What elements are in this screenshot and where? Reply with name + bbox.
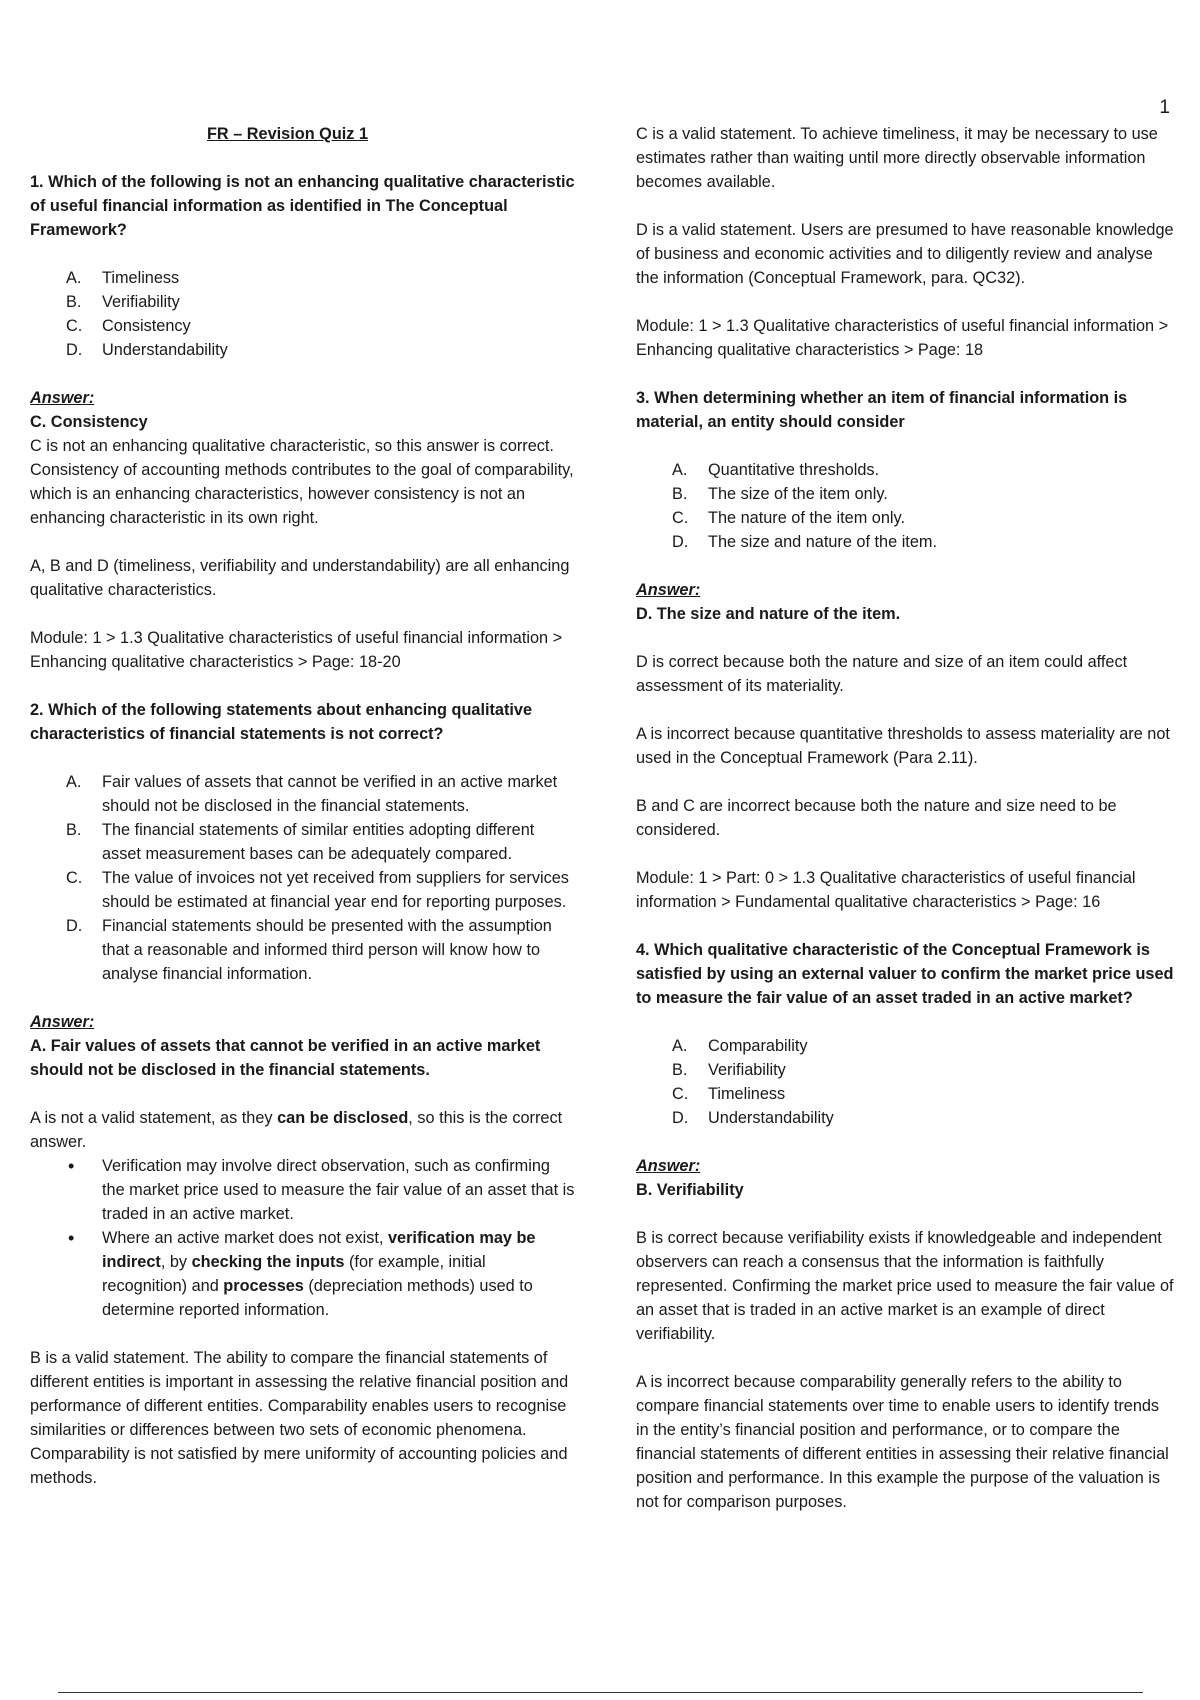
explanation: A is incorrect because comparability generally refers to the ability to compare financial statements over time to enable users to identify trends in the entity’s financial position and performance, or to compare the financial statements of different entities in assessing their relative financial position and performance. In this example the purpose of the valuation is not for comparison purposes. xyxy=(636,1373,1169,1511)
page-number: 1 xyxy=(1159,97,1170,118)
explanation: A is not a valid statement, as they can be disclosed, so this is the correct answer. xyxy=(30,1109,563,1151)
question-4-options xyxy=(636,1034,1176,1130)
question-2: 2. Which of the following statements about enhancing qualitative characteristics of financial statements is not correct? xyxy=(30,701,533,743)
explanation: A is incorrect because quantitative thresholds to assess materiality are not used in the Conceptual Framework (Para 2.11). xyxy=(636,725,1170,767)
question-3: 3. When determining whether an item of financial information is material, an entity should consider xyxy=(636,389,1128,431)
option-item: B. Verifiability xyxy=(66,293,180,311)
bullet-item: • Where an active market does not exist, verification may be indirect, by checking the inputs (for example, initial recognition) and processes (depreciation methods) used to determine reported information. xyxy=(66,1226,575,1322)
explanation: B and C are incorrect because both the nature and size need to be considered. xyxy=(636,797,1117,839)
option-item: B. The financial statements of similar entities adopting different asset measurement bases can be adequately compared. xyxy=(66,821,535,863)
module-reference: Module: 1 > Part: 0 > 1.3 Qualitative characteristics of useful financial information > Fundamental qualitative characteristics > Page: 16 xyxy=(636,869,1136,911)
explanation-bullets xyxy=(30,1154,575,1322)
question-1: 1. Which of the following is not an enhancing qualitative characteristic of useful financial information as identified in The Conceptual Framework? xyxy=(30,173,575,239)
answer-label: Answer: xyxy=(636,1157,701,1175)
answer-text: B. Verifiability xyxy=(636,1181,744,1199)
option-item: B. The size of the item only. xyxy=(672,485,888,503)
option-item: D. Understandability xyxy=(672,1109,834,1127)
option-item: C. Consistency xyxy=(66,317,191,335)
answer-label: Answer: xyxy=(636,581,701,599)
explanation: B is correct because verifiability exists if knowledgeable and independent observers can reach a consensus that the information is faithfully represented. Confirming the market price used to measure the fair value of an asset that is traded in an active market is an example of direct verifiability. xyxy=(636,1229,1174,1343)
option-item: A. Comparability xyxy=(672,1037,808,1055)
right-column xyxy=(636,122,1176,1538)
answer-label: Answer: xyxy=(30,1013,95,1031)
bullet-item: • Verification may involve direct observation, such as confirming the market price used to measure the fair value of an asset that is traded in an active market. xyxy=(66,1154,575,1226)
option-item: D. Financial statements should be presented with the assumption that a reasonable and informed third person will know how to analyse financial information. xyxy=(66,917,552,983)
option-item: A. Timeliness xyxy=(66,269,180,287)
option-item: A. Fair values of assets that cannot be verified in an active market should not be disclosed in the financial statements. xyxy=(66,773,558,815)
option-item: C. Timeliness xyxy=(672,1085,786,1103)
footer-divider xyxy=(58,1692,1143,1693)
option-item: D. Understandability xyxy=(66,341,228,359)
explanation: D is a valid statement. Users are presumed to have reasonable knowledge of business and economic activities and to diligently review and analyse the information (Conceptual Framework, para. QC32). xyxy=(636,221,1174,287)
question-2-options xyxy=(30,770,575,986)
question-1-options xyxy=(30,266,575,362)
explanation: B is a valid statement. The ability to compare the financial statements of different entities is important in assessing the relative financial position and performance of different entities. Comparability enables users to recognise similarities or differences between two sets of economic phenomena. Comparability is not satisfied by mere uniformity of accounting policies and methods. xyxy=(30,1349,569,1487)
answer-text: C. Consistency xyxy=(30,413,148,431)
option-item: C. The nature of the item only. xyxy=(672,509,905,527)
explanation: C is a valid statement. To achieve timeliness, it may be necessary to use estimates rather than waiting until more directly observable information becomes available. xyxy=(636,125,1158,191)
explanation: C is not an enhancing qualitative characteristic, so this answer is correct. Consistency of accounting methods contributes to the goal of comparability, which is an enhancing characteristics, however consistency is not an enhancing characteristic in its own right. xyxy=(30,437,574,527)
option-item: C. The value of invoices not yet received from suppliers for services should be estimated at financial year end for reporting purposes. xyxy=(66,869,569,911)
answer-label: Answer: xyxy=(30,389,95,407)
question-4: 4. Which qualitative characteristic of the Conceptual Framework is satisfied by using an external valuer to confirm the market price used to measure the fair value of an asset traded in an active market? xyxy=(636,941,1174,1007)
option-item: B. Verifiability xyxy=(672,1061,786,1079)
module-reference: Module: 1 > 1.3 Qualitative characteristics of useful financial information > Enhancing qualitative characteristics > Page: 18-20 xyxy=(30,629,563,671)
answer-text: D. The size and nature of the item. xyxy=(636,605,901,623)
explanation: A, B and D (timeliness, verifiability and understandability) are all enhancing qualitative characteristics. xyxy=(30,557,570,599)
page-title: FR – Revision Quiz 1 xyxy=(206,125,369,143)
answer-text: A. Fair values of assets that cannot be verified in an active market should not be disclosed in the financial statements. xyxy=(30,1037,541,1079)
option-item: D. The size and nature of the item. xyxy=(672,533,937,551)
left-column xyxy=(30,122,575,1514)
option-item: A. Quantitative thresholds. xyxy=(672,461,880,479)
question-3-options xyxy=(636,458,1176,554)
explanation: D is correct because both the nature and size of an item could affect assessment of its materiality. xyxy=(636,653,1128,695)
module-reference: Module: 1 > 1.3 Qualitative characteristics of useful financial information > Enhancing qualitative characteristics > Page: 18 xyxy=(636,317,1169,359)
